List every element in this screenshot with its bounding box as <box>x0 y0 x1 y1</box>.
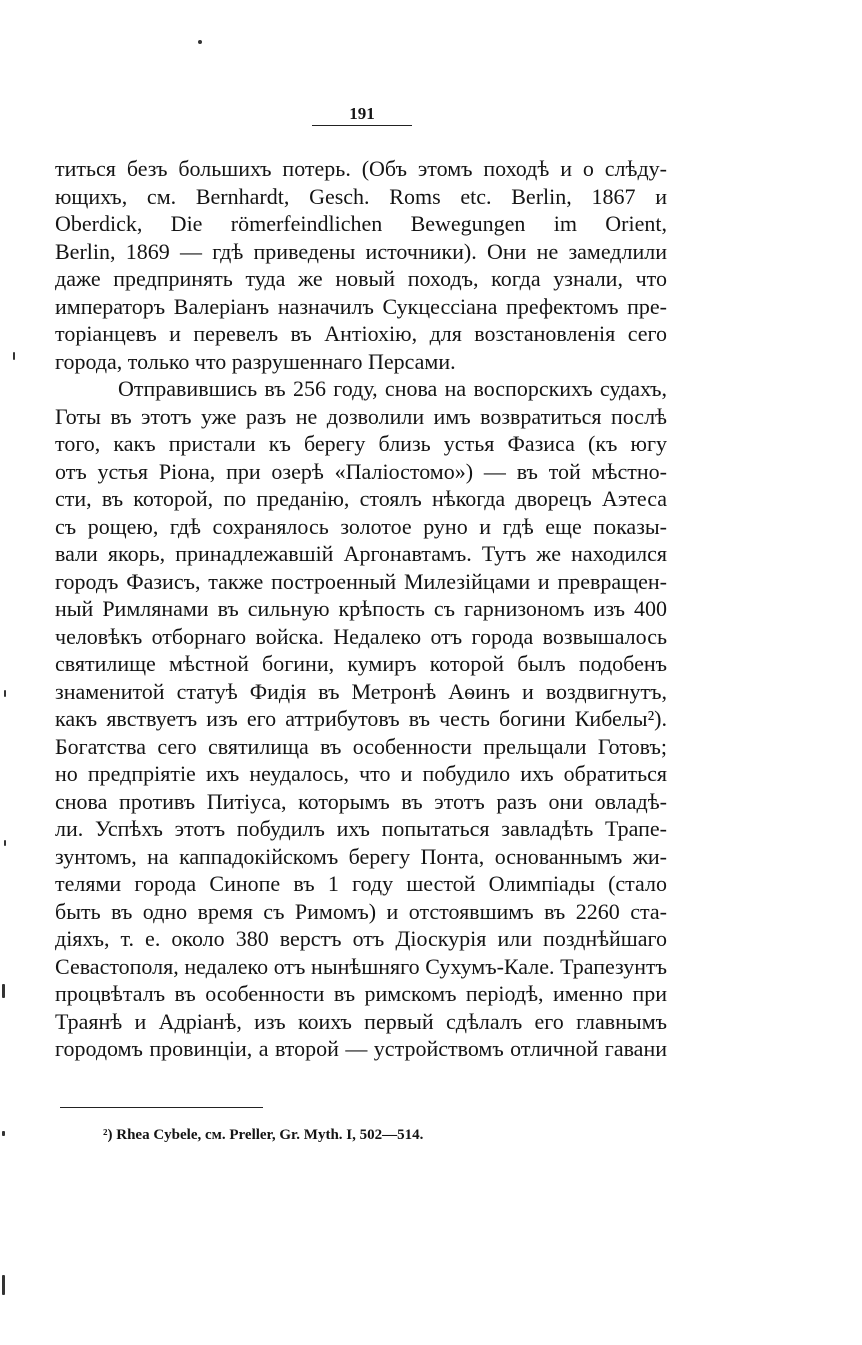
text-line: городъ Фазисъ, также построенный Милезійцами и превращен- <box>55 568 667 594</box>
page-number-rule <box>312 125 412 126</box>
text-line: сти, въ которой, по преданію, стоялъ нѣкогда дворецъ Аэтеса <box>55 486 667 511</box>
text-line: процвѣталъ въ особенности въ римскомъ періодѣ, именно при <box>55 981 667 1006</box>
text-line: ющихъ, см. Bernhardt, Gesch. Roms etc. Berlin, 1867 и <box>55 183 667 209</box>
text-line: императоръ Валеріанъ назначилъ Сукцессіана префектомъ пре- <box>55 293 667 319</box>
text-line: ный Римлянами въ сильную крѣпость съ гарнизономъ изъ 400 <box>55 596 667 621</box>
scan-speck <box>2 1275 5 1295</box>
scan-speck <box>2 984 5 998</box>
text-line: городомъ провинціи, а второй — устройствомъ отличной гавани <box>55 1036 667 1061</box>
text-line: снова противъ Питіуса, которымъ въ этотъ разъ они овладѣ- <box>55 788 667 814</box>
scan-speck <box>198 40 202 44</box>
text-line: Траянѣ и Адріанѣ, изъ коихъ первый сдѣлалъ его главнымъ <box>55 1008 667 1034</box>
text-line: отъ устья Ріона, при озерѣ «Паліостомо») — въ той мѣстно- <box>55 458 667 484</box>
text-line: діяхъ, т. е. около 380 верстъ отъ Діоскурія или позднѣйшаго <box>55 926 667 951</box>
footnote: ²) Rhea Cybele, см. Preller, Gr. Myth. I, 502—514. <box>103 1127 424 1143</box>
text-line: Отправившись въ 256 году, снова на воспорскихъ судахъ, <box>118 376 667 401</box>
text-line: вали якорь, принадлежавшій Аргонавтамъ. Тутъ же находился <box>55 541 667 566</box>
text-line: титься безъ большихъ потерь. (Объ этомъ походѣ и о слѣду- <box>55 156 667 181</box>
text-line: того, какъ пристали къ берегу близь устья Фазиса (къ югу <box>55 431 667 456</box>
text-line: съ рощею, гдѣ сохранялось золотое руно и гдѣ еще показы- <box>55 513 667 539</box>
text-line: торіанцевъ и перевелъ въ Антіохію, для возстановленія сего <box>55 321 667 346</box>
text-line: города, только что разрушеннаго Персами. <box>55 348 456 374</box>
text-line: Berlin, 1869 — гдѣ приведены источники). Они не замедлили <box>55 238 667 264</box>
text-line: Oberdick, Die römerfeindlichen Bewegungen im Orient, <box>55 211 667 236</box>
text-line: телями города Синопе въ 1 году шестой Олимпіады (стало <box>55 871 667 896</box>
scan-speck <box>2 1131 5 1136</box>
text-line: Севастополя, недалеко отъ нынѣшняго Сухумъ-Кале. Трапезунтъ <box>55 953 667 979</box>
scan-speck <box>4 690 6 697</box>
page-number: 191 <box>349 104 375 123</box>
text-line: но предпріятіе ихъ неудалось, что и побудило ихъ обратиться <box>55 761 667 786</box>
text-line: знаменитой статуѣ Фидія въ Метронѣ Аѳинъ и воздвигнутъ, <box>55 678 667 704</box>
text-line: человѣкъ отборнаго войска. Недалеко отъ города возвышалось <box>55 623 667 649</box>
scan-speck <box>13 352 15 360</box>
text-line: зунтомъ, на каппадокійскомъ берегу Понта, основаннымъ жи- <box>55 843 667 869</box>
text-line: какъ явствуетъ изъ его аттрибутовъ въ честь богини Кибелы²). <box>55 706 667 731</box>
text-line: быть въ одно время съ Римомъ) и отстоявшимъ въ 2260 ста- <box>55 898 667 924</box>
body-text <box>55 155 667 1063</box>
footnote-rule <box>60 1107 263 1108</box>
text-line: Богатства сего святилища въ особенности прельщали Готовъ; <box>55 733 667 759</box>
text-line: даже предпринять туда же новый походъ, когда узнали, что <box>55 266 667 291</box>
text-line: ли. Успѣхъ этотъ побудилъ ихъ попытаться завладѣть Трапе- <box>55 816 667 841</box>
scan-speck <box>4 840 6 846</box>
text-line: Готы въ этотъ уже разъ не дозволили имъ возвратиться послѣ <box>55 403 667 429</box>
text-line: святилище мѣстной богини, кумиръ которой былъ подобенъ <box>55 651 667 676</box>
